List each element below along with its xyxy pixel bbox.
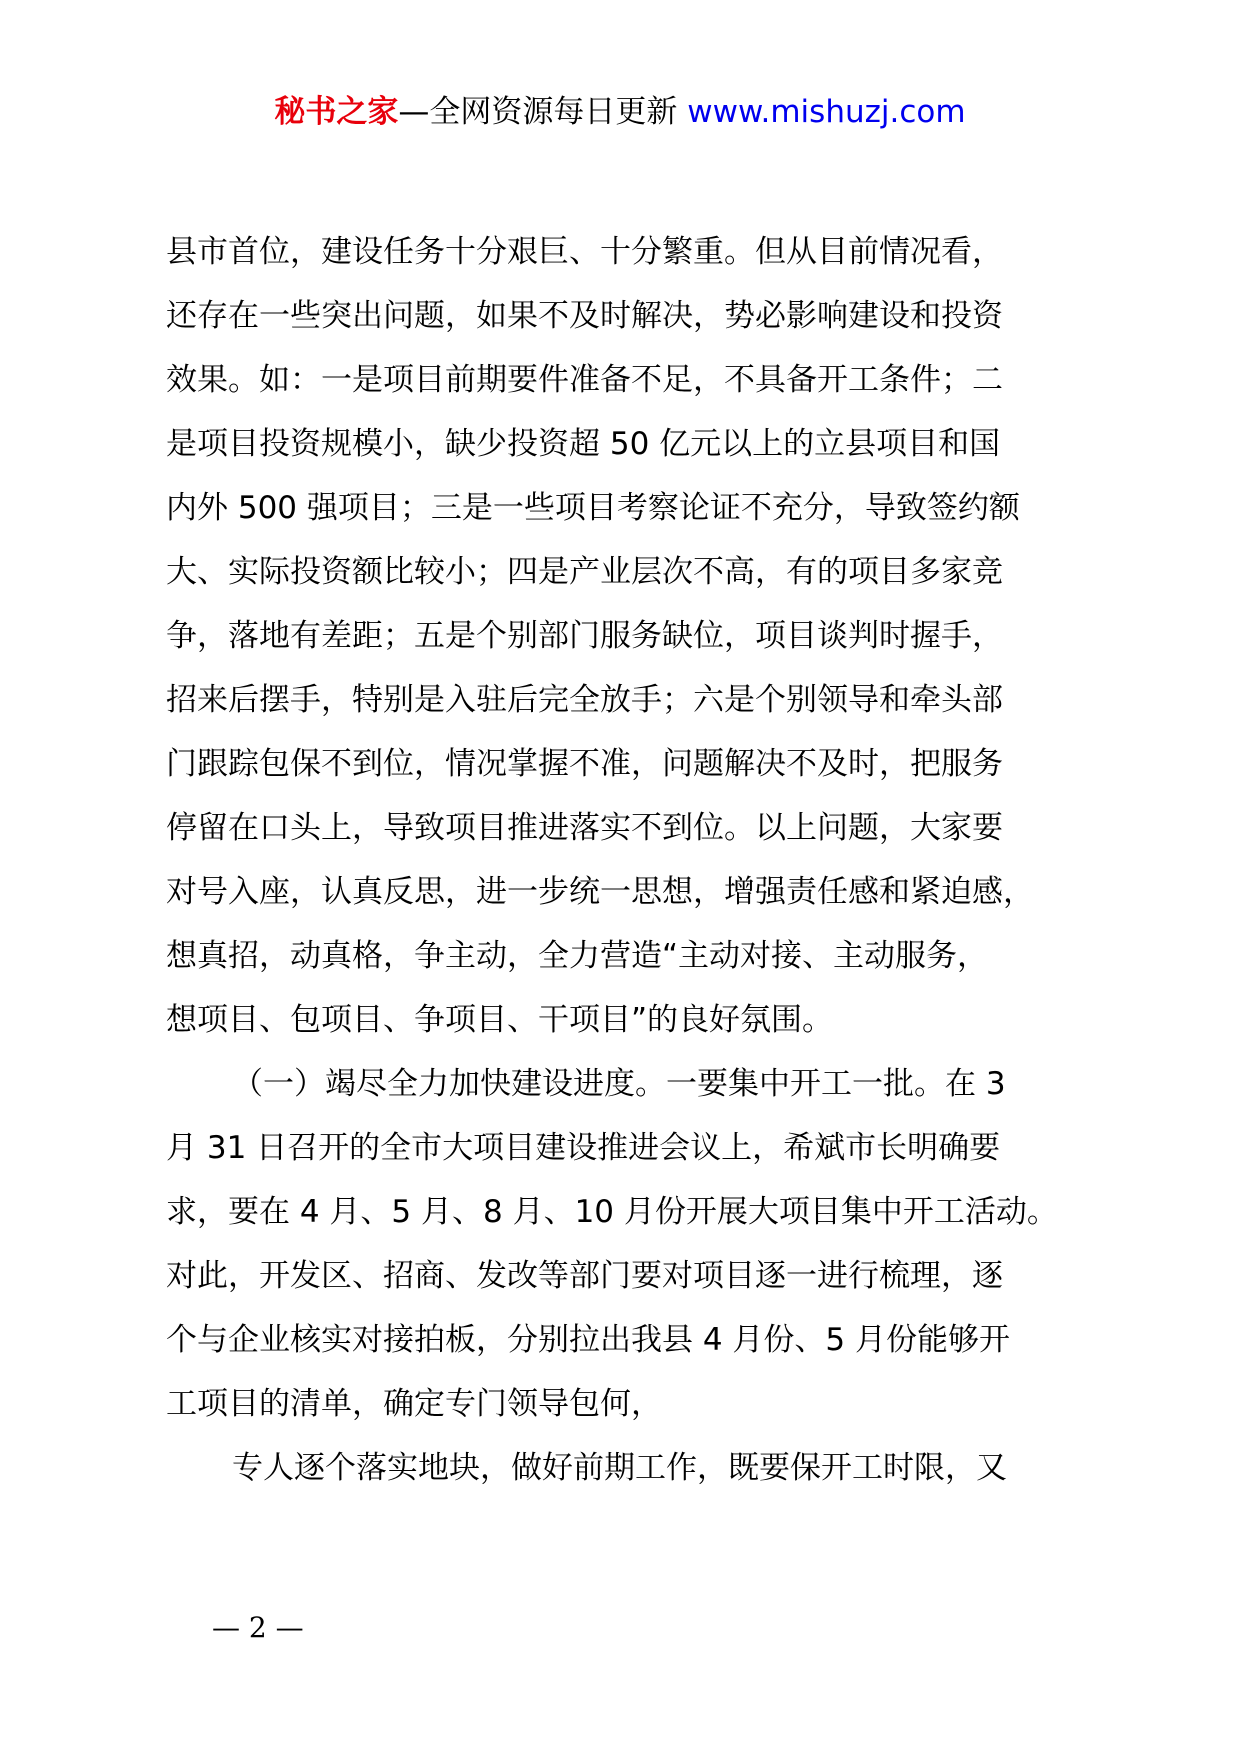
body-line: 停留在口头上，导致项目推进落实不到位。以上问题，大家要 (166, 810, 1003, 846)
body-line: 内外 500 强项目；三是一些项目考察论证不充分，导致签约额 (166, 490, 1020, 526)
body-line: 还存在一些突出问题，如果不及时解决，势必影响建设和投资 (166, 298, 1003, 334)
header-tagline: —全网资源每日更新 (398, 94, 688, 130)
page-number: — 2 — (212, 1611, 304, 1644)
paragraph-start-line: 专人逐个落实地块，做好前期工作，既要保开工时限，又 (232, 1450, 1007, 1486)
document-body (166, 236, 1086, 1516)
body-line: 是项目投资规模小，缺少投资超 50 亿元以上的立县项目和国 (166, 426, 1001, 462)
body-line: 门跟踪包保不到位，情况掌握不准，问题解决不及时，把服务 (166, 746, 1003, 782)
body-line: 招来后摆手，特别是入驻后完全放手；六是个别领导和牵头部 (166, 682, 1003, 718)
body-line: 月 31 日召开的全市大项目建设推进会议上，希斌市长明确要 (166, 1130, 1001, 1166)
body-line: 效果。如：一是项目前期要件准备不足，不具备开工条件；二 (166, 362, 1003, 398)
body-line: 想真招，动真格，争主动，全力营造“主动对接、主动服务， (166, 938, 989, 974)
body-line: 对此，开发区、招商、发改等部门要对项目逐一进行梳理，逐 (166, 1258, 1003, 1294)
header-url[interactable]: www.mishuzj.com (687, 94, 966, 130)
body-line: 对号入座，认真反思，进一步统一思想，增强责任感和紧迫感， (166, 874, 1034, 910)
body-line: 工项目的清单，确定专门领导包何， (166, 1386, 662, 1422)
body-line: 想项目、包项目、争项目、干项目”的良好氛围。 (166, 1002, 834, 1038)
body-line: 争，落地有差距；五是个别部门服务缺位，项目谈判时握手， (166, 618, 1003, 654)
section-heading-line: （一）竭尽全力加快建设进度。一要集中开工一批。在 3 (232, 1066, 1006, 1102)
header-brand: 秘书之家 (274, 94, 399, 130)
body-line: 县市首位，建设任务十分艰巨、十分繁重。但从目前情况看， (166, 234, 1003, 270)
body-line: 个与企业核实对接拍板，分别拉出我县 4 月份、5 月份能够开 (166, 1322, 1011, 1358)
body-line: 大、实际投资额比较小；四是产业层次不高，有的项目多家竞 (166, 554, 1003, 590)
body-line: 求，要在 4 月、5 月、8 月、10 月份开展大项目集中开工活动。 (166, 1194, 1058, 1230)
page-header (0, 92, 1240, 132)
